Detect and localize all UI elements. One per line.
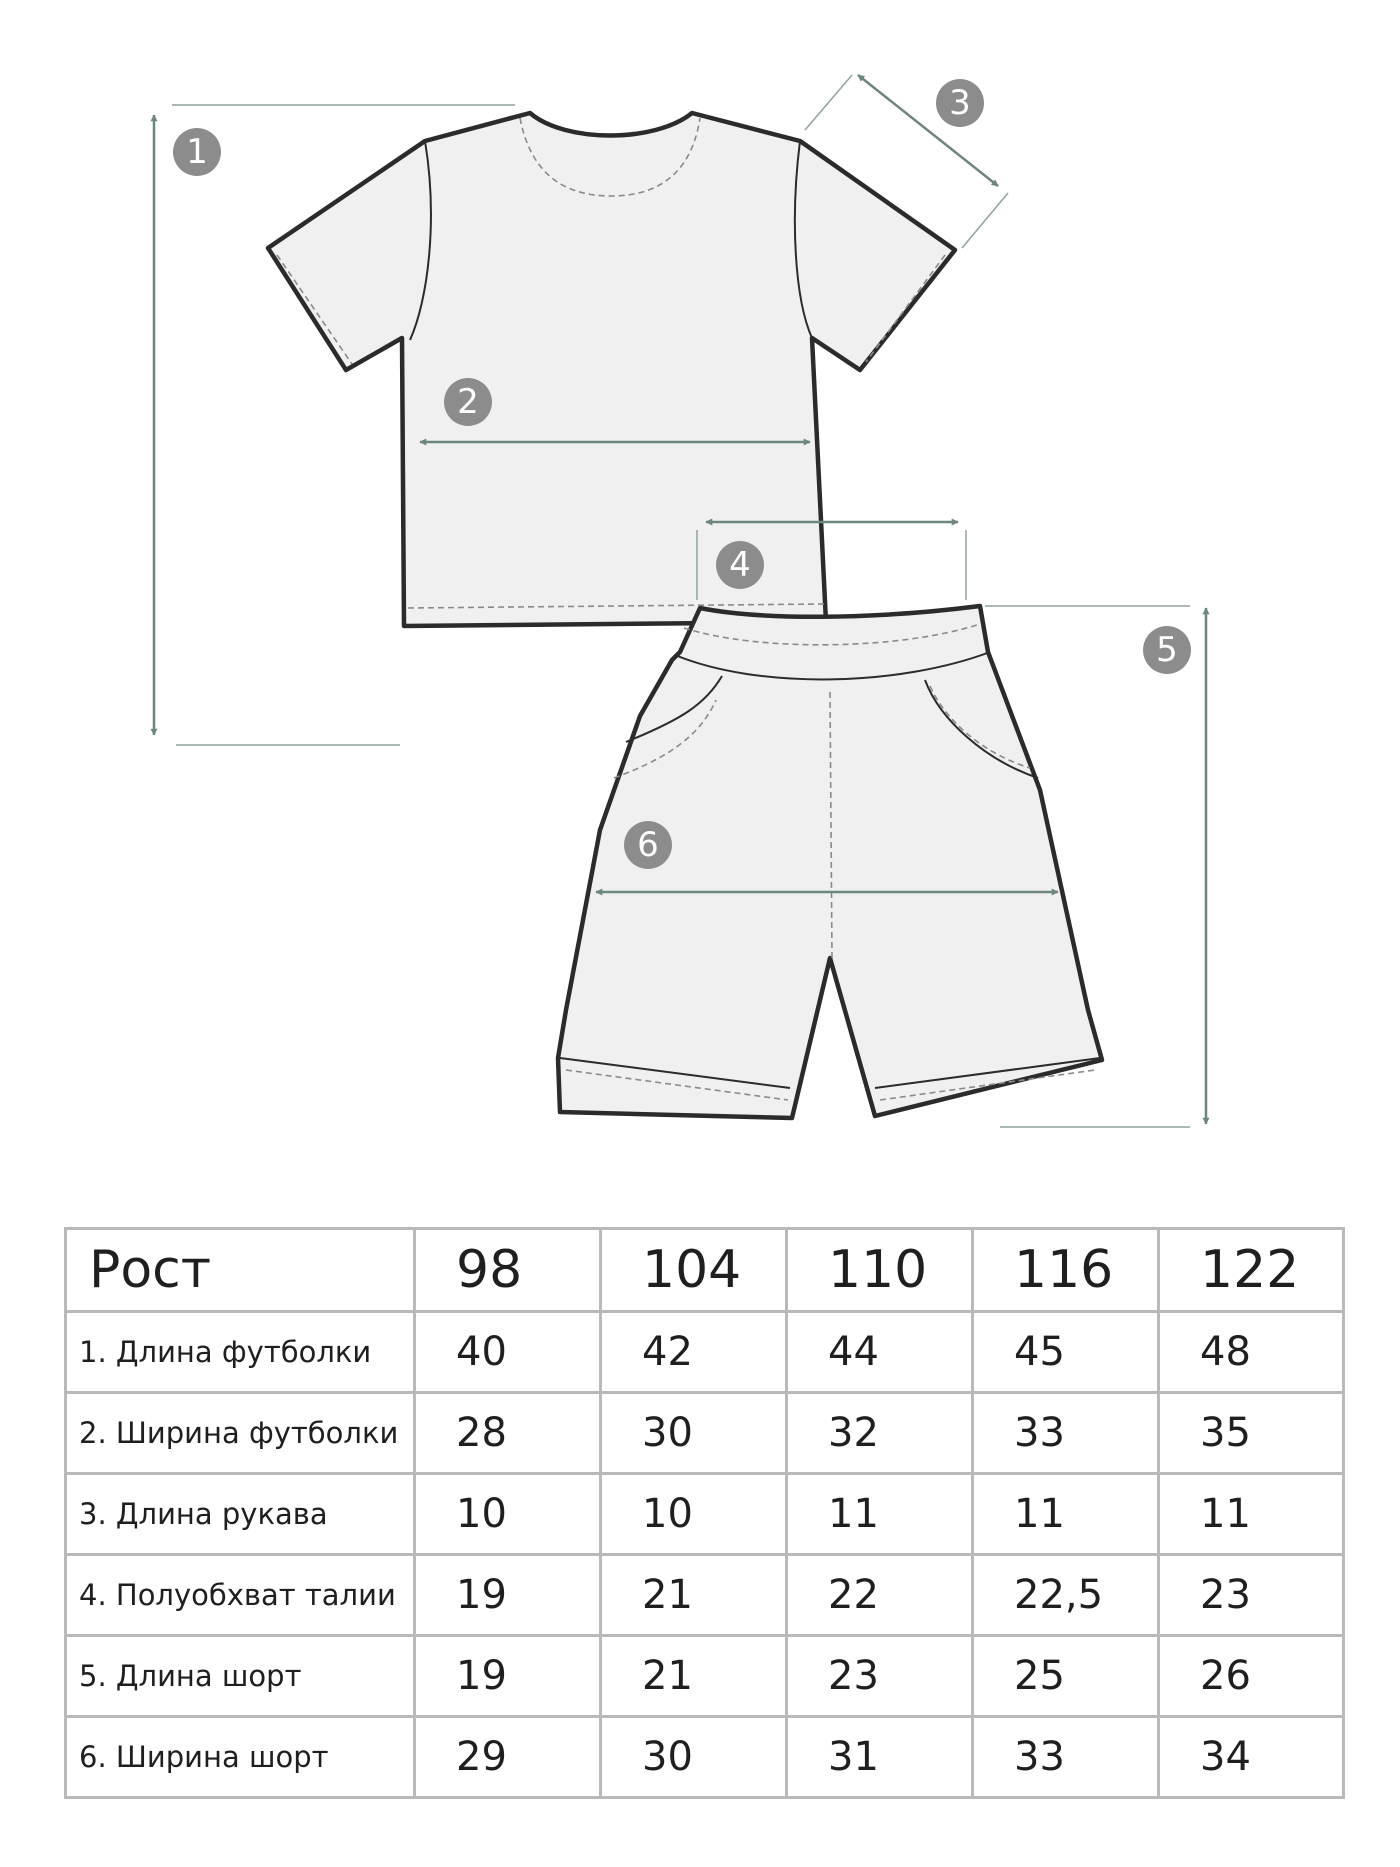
table-cell: 23	[787, 1636, 973, 1717]
table-cell: 30	[601, 1393, 787, 1474]
height-header: Рост	[66, 1229, 415, 1312]
badge-label: 1	[186, 132, 208, 172]
table-cell: 10	[415, 1474, 601, 1555]
measurement-badge-6	[624, 821, 672, 869]
measurement-badge-3	[936, 79, 984, 127]
table-cell: 23	[1159, 1555, 1344, 1636]
table-header-row	[66, 1229, 1344, 1312]
table-cell: 48	[1159, 1312, 1344, 1393]
badge-label: 2	[457, 382, 479, 422]
table-cell: 22	[787, 1555, 973, 1636]
size-table	[64, 1227, 1345, 1799]
table-cell: 11	[787, 1474, 973, 1555]
table-cell: 26	[1159, 1636, 1344, 1717]
table-cell: 30	[601, 1717, 787, 1798]
table-cell: 32	[787, 1393, 973, 1474]
table-cell: 33	[973, 1393, 1159, 1474]
table-cell: 40	[415, 1312, 601, 1393]
table-cell: 10	[601, 1474, 787, 1555]
size-header: 122	[1159, 1229, 1344, 1312]
table-cell: 34	[1159, 1717, 1344, 1798]
table-cell: 33	[973, 1717, 1159, 1798]
table-cell: 28	[415, 1393, 601, 1474]
table-cell: 21	[601, 1636, 787, 1717]
row-label: 4. Полуобхват талии	[66, 1555, 415, 1636]
measurement-badge-1	[173, 128, 221, 176]
table-cell: 21	[601, 1555, 787, 1636]
table-cell: 11	[973, 1474, 1159, 1555]
table-cell: 29	[415, 1717, 601, 1798]
table-row	[66, 1636, 1344, 1717]
table-cell: 31	[787, 1717, 973, 1798]
table-cell: 19	[415, 1555, 601, 1636]
tshirt-outline	[268, 113, 955, 626]
size-header: 116	[973, 1229, 1159, 1312]
row-label: 1. Длина футболки	[66, 1312, 415, 1393]
table-cell: 19	[415, 1636, 601, 1717]
table-cell: 42	[601, 1312, 787, 1393]
size-header: 110	[787, 1229, 973, 1312]
row-label: 2. Ширина футболки	[66, 1393, 415, 1474]
table-row	[66, 1393, 1344, 1474]
table-cell: 22,5	[973, 1555, 1159, 1636]
size-header: 98	[415, 1229, 601, 1312]
table-cell: 25	[973, 1636, 1159, 1717]
measurement-badge-2	[444, 378, 492, 426]
table-cell: 44	[787, 1312, 973, 1393]
table-cell: 11	[1159, 1474, 1344, 1555]
badge-label: 6	[637, 825, 659, 865]
badge-label: 3	[949, 83, 971, 123]
table-cell: 45	[973, 1312, 1159, 1393]
badge-label: 5	[1156, 630, 1178, 670]
measurement-badge-4	[716, 541, 764, 589]
table-row	[66, 1312, 1344, 1393]
table-row	[66, 1555, 1344, 1636]
row-label: 6. Ширина шорт	[66, 1717, 415, 1798]
measurement-badge-5	[1143, 626, 1191, 674]
badge-label: 4	[729, 545, 751, 585]
table-row	[66, 1474, 1344, 1555]
table-row	[66, 1717, 1344, 1798]
size-header: 104	[601, 1229, 787, 1312]
row-label: 5. Длина шорт	[66, 1636, 415, 1717]
tshirt-drawing	[268, 113, 955, 626]
table-cell: 35	[1159, 1393, 1344, 1474]
row-label: 3. Длина рукава	[66, 1474, 415, 1555]
